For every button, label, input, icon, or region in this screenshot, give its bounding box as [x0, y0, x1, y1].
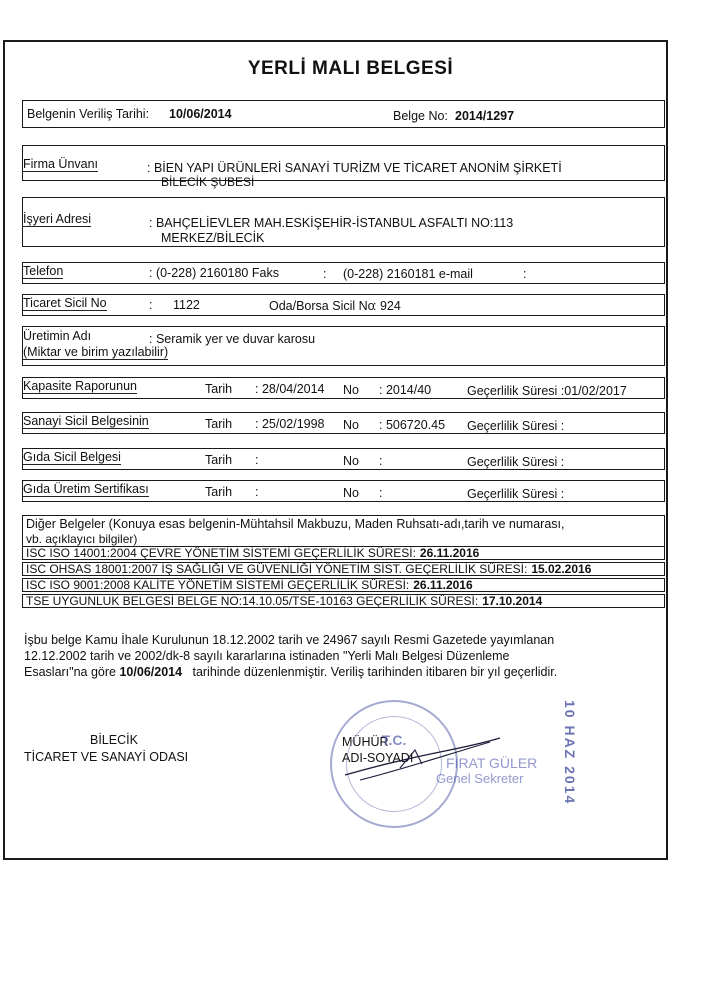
- other-documents-line2: vb. açıklayıcı bilgiler): [26, 532, 138, 546]
- issuer-city: BİLECİK: [90, 733, 138, 747]
- record-validity: Geçerlilik Süresi :: [467, 487, 565, 501]
- record-date: :: [255, 453, 259, 467]
- statement-issue-date: 10/06/2014: [119, 665, 183, 679]
- record-date-label: Tarih: [205, 417, 233, 431]
- record-row: [22, 448, 665, 470]
- phone-value: : (0-228) 2160180 Faks: [149, 266, 279, 280]
- record-date: : 25/02/1998: [255, 417, 325, 431]
- trade-registry-colon: :: [149, 298, 153, 312]
- statement-line2: 12.12.2002 tarih ve 2002/dk-8 sayılı kararlarına istinaden "Yerli Malı Belgesi Düzenleme: [24, 649, 510, 663]
- issue-date-value: 10/06/2014: [169, 107, 232, 121]
- seal-label: MÜHÜR: [342, 735, 389, 749]
- record-no: : 506720.45: [379, 418, 446, 432]
- firm-name-line2: BİLECİK ŞUBESİ: [161, 175, 255, 189]
- record-date: :: [255, 485, 259, 499]
- record-date: : 28/04/2014: [255, 382, 325, 396]
- product-label: Üretimin Adı: [23, 329, 92, 343]
- date-stamp: 10 HAZ 2014: [562, 700, 578, 806]
- certificate-line: [22, 562, 665, 576]
- certificate-line: [22, 594, 665, 608]
- certificate-text: ISC ISO 14001:2004 ÇEVRE YÖNETİM SİSTEMİ GEÇERLİLİK SÜRESİ:: [26, 546, 416, 560]
- record-no: :: [379, 486, 383, 500]
- trade-registry-label: Ticaret Sicil No: [23, 296, 107, 310]
- issuer-organization: TİCARET VE SANAYİ ODASI: [24, 750, 189, 764]
- document-title: YERLİ MALI BELGESİ: [247, 58, 454, 79]
- certificate-validity-date: 17.10.2014: [482, 594, 543, 608]
- statement-line3-prefix: Esasları"na göre: [24, 665, 116, 679]
- certificate-text: ISC ISO 9001:2008 KALİTE YÖNETİM SİSTEMİ GEÇERLİLİK SÜRESİ:: [26, 578, 410, 592]
- record-no-label: No: [343, 383, 359, 397]
- product-label-note: (Miktar ve birim yazılabilir): [23, 345, 169, 359]
- issue-box: [22, 100, 665, 128]
- address-line1: : BAHÇELİEVLER MAH.ESKİŞEHİR-İSTANBUL ASFALTI NO:113: [149, 216, 514, 230]
- firm-name-line1: : BİEN YAPI ÜRÜNLERİ SANAYİ TURİZM VE TİCARET ANONİM ŞİRKETİ: [147, 161, 562, 175]
- address-label: İşyeri Adresi: [23, 212, 92, 226]
- record-name: Sanayi Sicil Belgesinin: [23, 414, 149, 428]
- certificate-validity-date: 26.11.2016: [419, 546, 480, 560]
- record-name: Gıda Sicil Belgesi: [23, 450, 121, 464]
- address-line2: MERKEZ/BİLECİK: [161, 231, 265, 245]
- phone-box: [22, 262, 665, 284]
- statement-line3-suffix: tarihinde düzenlenmiştir. Veriliş tarihinden itibaren bir yıl geçerlidir.: [192, 665, 558, 679]
- statement-paragraph: [24, 632, 646, 680]
- firm-box: [22, 145, 665, 189]
- record-name: Kapasite Raporunun: [23, 379, 137, 393]
- record-row: [22, 377, 665, 399]
- record-validity: Geçerlilik Süresi :01/02/2017: [467, 384, 627, 398]
- document-no-label: Belge No:: [393, 109, 448, 123]
- record-validity: Geçerlilik Süresi :: [467, 455, 565, 469]
- certificate-validity-date: 26.11.2016: [413, 578, 473, 592]
- record-no: :: [379, 454, 383, 468]
- signer-stamp: [436, 756, 537, 786]
- address-box: [22, 197, 665, 247]
- signer-name: FIRAT GÜLER: [446, 755, 538, 771]
- product-value: : Seramik yer ve duvar karosu: [149, 332, 316, 346]
- chamber-registry-value: : 924: [373, 299, 401, 313]
- document-no-value: 2014/1297: [455, 109, 515, 123]
- other-documents-box: [22, 515, 665, 546]
- name-label: ADI-SOYADI: [342, 751, 414, 765]
- record-name: Gıda Üretim Sertifikası: [23, 482, 149, 496]
- certificate-validity-date: 15.02.2016: [531, 562, 592, 576]
- record-date-label: Tarih: [205, 382, 233, 396]
- fax-colon: :: [323, 267, 327, 281]
- other-documents-line1: Diğer Belgeler (Konuya esas belgenin-Mühtahsil Makbuzu, Maden Ruhsatı-adı,tarih ve numarası,: [26, 517, 565, 531]
- record-date-label: Tarih: [205, 485, 233, 499]
- email-colon: :: [523, 267, 527, 281]
- statement-line3: [24, 664, 646, 680]
- signer-title: Genel Sekreter: [436, 771, 524, 786]
- trade-registry-value: 1122: [173, 298, 200, 312]
- registry-box: [22, 294, 665, 316]
- record-row: [22, 412, 665, 434]
- record-row: [22, 480, 665, 502]
- record-no-label: No: [343, 486, 359, 500]
- product-box: [22, 326, 665, 366]
- certificate-line: [22, 578, 665, 592]
- record-no-label: No: [343, 454, 359, 468]
- phone-label: Telefon: [23, 264, 64, 278]
- record-date-label: Tarih: [205, 453, 233, 467]
- certificate-line: [22, 546, 665, 560]
- firm-label: Firma Ünvanı: [23, 157, 99, 171]
- certificate-text: ISC OHSAS 18001:2007 İŞ SAĞLIĞI VE GÜVENLİĞİ YÖNETİM SİST. GEÇERLİLİK SÜRESİ:: [26, 562, 528, 576]
- issue-date-label: Belgenin Veriliş Tarihi:: [27, 107, 150, 121]
- official-seal-text: T.C.: [381, 732, 407, 748]
- certificate-text: TSE UYGUNLUK BELGESİ BELGE NO:14.10.05/TSE-10163 GEÇERLİLİK SÜRESİ:: [26, 594, 479, 608]
- record-validity: Geçerlilik Süresi :: [467, 419, 565, 433]
- statement-line1: İşbu belge Kamu İhale Kurulunun 18.12.2002 tarih ve 24967 sayılı Resmi Gazetede yayımlanan: [24, 633, 555, 647]
- record-no: : 2014/40: [379, 383, 432, 397]
- chamber-registry-label: Oda/Borsa Sicil No: [269, 299, 375, 313]
- record-no-label: No: [343, 418, 359, 432]
- fax-value: (0-228) 2160181 e-mail: [343, 267, 473, 281]
